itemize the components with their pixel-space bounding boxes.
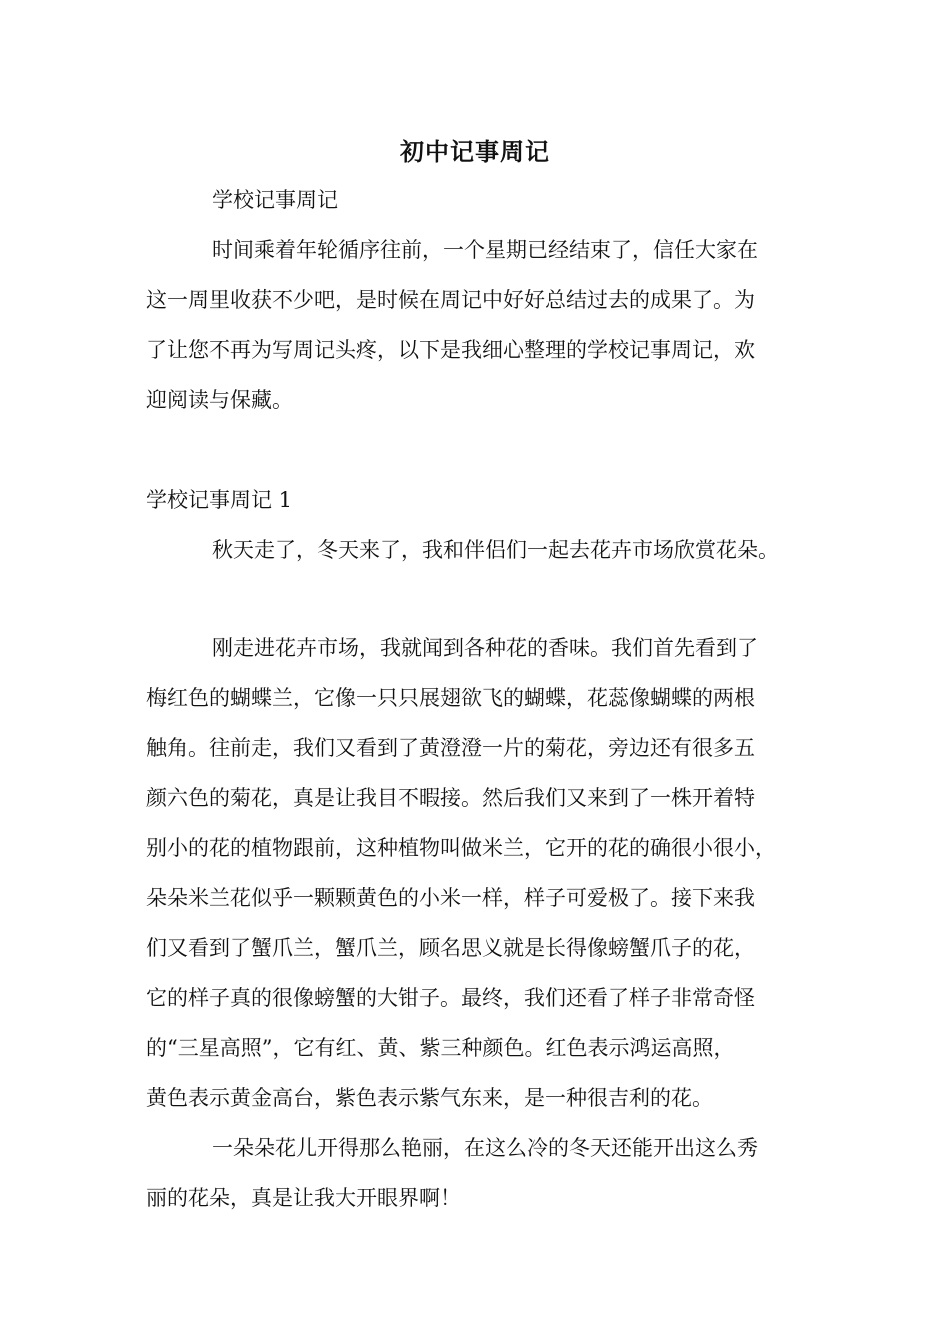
- paragraph-2-line: 梅红色的蝴蝶兰，它像一只只展翅欲飞的蝴蝶，花蕊像蝴蝶的两根: [146, 686, 755, 710]
- paragraph-1: 秋天走了，冬天来了，我和伴侣们一起去花卉市场欣赏花朵。: [212, 538, 779, 562]
- paragraph-2-line: 别小的花的植物跟前，这种植物叫做米兰，它开的花的确很小很小，: [146, 836, 776, 860]
- paragraph-2-line: 触角。往前走，我们又看到了黄澄澄一片的菊花，旁边还有很多五: [146, 736, 755, 760]
- document-title: 初中记事周记: [400, 137, 550, 166]
- paragraph-2-line: 黄色表示黄金高台，紫色表示紫气东来，是一种很吉利的花。: [146, 1086, 713, 1110]
- intro-line: 时间乘着年轮循序往前，一个星期已经结束了，信任大家在: [212, 238, 758, 262]
- paragraph-2-line: 它的样子真的很像螃蟹的大钳子。最终，我们还看了样子非常奇怪: [146, 986, 755, 1010]
- paragraph-2-line: 的“三星高照”，它有红、黄、紫三种颜色。红色表示鸿运高照，: [146, 1036, 735, 1060]
- intro-line: 迎阅读与保藏。: [146, 388, 293, 412]
- intro-line: 了让您不再为写周记头疼，以下是我细心整理的学校记事周记，欢: [146, 338, 755, 362]
- subtitle: 学校记事周记: [212, 188, 338, 212]
- paragraph-2-line: 朵朵米兰花似乎一颗颗黄色的小米一样，样子可爱极了。接下来我: [146, 886, 755, 910]
- paragraph-2-line: 刚走进花卉市场，我就闻到各种花的香味。我们首先看到了: [212, 636, 758, 660]
- section-heading: 学校记事周记 1: [146, 488, 293, 512]
- paragraph-3-line: 丽的花朵，真是让我大开眼界啊！: [146, 1186, 461, 1210]
- intro-line: 这一周里收获不少吧，是时候在周记中好好总结过去的成果了。为: [146, 288, 755, 312]
- paragraph-2-line: 颜六色的菊花，真是让我目不暇接。然后我们又来到了一株开着特: [146, 786, 755, 810]
- paragraph-2-line: 们又看到了蟹爪兰，蟹爪兰，顾名思义就是长得像螃蟹爪子的花，: [146, 936, 755, 960]
- paragraph-3-line: 一朵朵花儿开得那么艳丽，在这么冷的冬天还能开出这么秀: [212, 1136, 758, 1160]
